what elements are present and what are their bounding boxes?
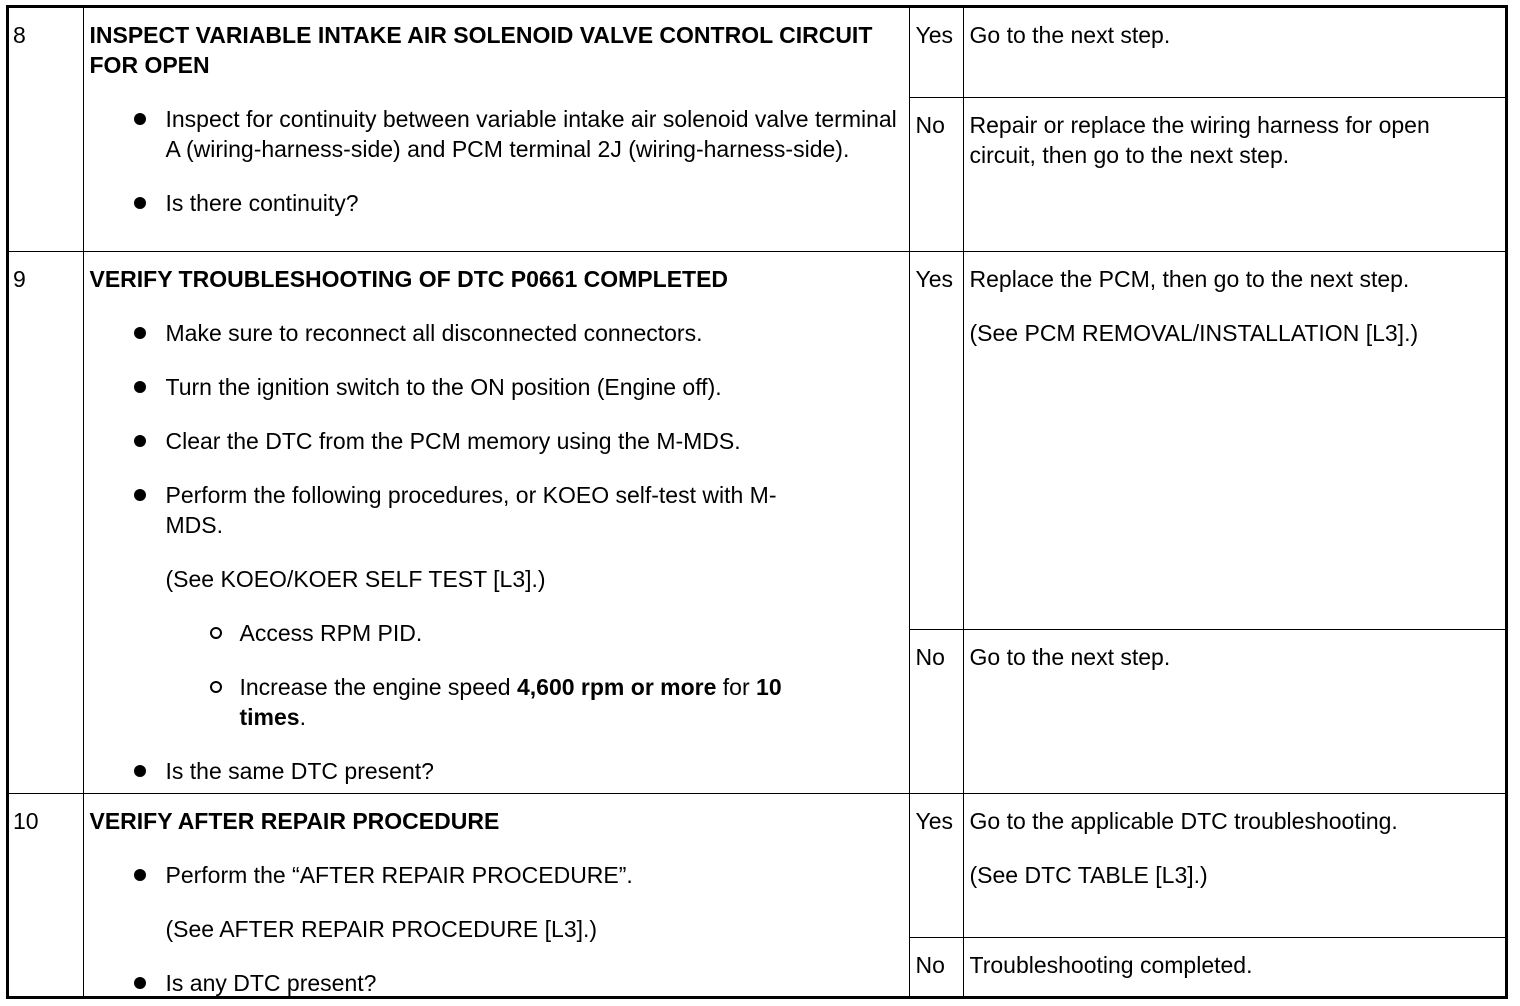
step-9-bullet-3: Clear the DTC from the PCM memory using the M-MDS. xyxy=(165,427,741,454)
step-9-sub-2 xyxy=(240,672,840,732)
step-9-yes-reference: (See PCM REMOVAL/INSTALLATION [L3].) xyxy=(969,319,1419,346)
step-9-bullet-1: Make sure to reconnect all disconnected connectors. xyxy=(165,319,703,346)
step-10-no-text: Troubleshooting completed. xyxy=(963,938,1505,998)
step-8-title: INSPECT VARIABLE INTAKE AIR SOLENOID VALVE CONTROL CIRCUIT FOR OPEN xyxy=(89,22,873,78)
step-8-no-label: No xyxy=(909,97,963,251)
troubleshooting-table-frame xyxy=(6,5,1508,999)
step-10-bullet-1: Perform the “AFTER REPAIR PROCEDURE”. xyxy=(165,861,633,888)
list-item xyxy=(90,968,903,998)
step-10-number: 10 xyxy=(9,793,83,998)
step-10-bullet-2: Is any DTC present? xyxy=(165,969,377,996)
step-10-yes-text: Go to the applicable DTC troubleshooting. xyxy=(969,807,1398,834)
list-item xyxy=(90,372,903,402)
step-10-action xyxy=(83,793,909,998)
bullet-icon xyxy=(134,489,146,501)
list-item xyxy=(90,618,903,648)
step-9-bullet-2: Turn the ignition switch to the ON position (Engine off). xyxy=(165,373,722,400)
step-9-bullet-5: Is the same DTC present? xyxy=(165,757,434,784)
step-9-action xyxy=(83,251,909,793)
step-9-no-label: No xyxy=(909,629,963,793)
sub-2-text: Increase the engine speed xyxy=(239,673,517,700)
step-9-no-text: Go to the next step. xyxy=(963,629,1505,793)
step-9-row-yes xyxy=(9,251,1505,629)
step-9-reference: (See KOEO/KOER SELF TEST [L3].) xyxy=(165,565,546,592)
step-10-bullets xyxy=(90,860,903,890)
step-9-title: VERIFY TROUBLESHOOTING OF DTC P0661 COMPLETED xyxy=(89,265,729,292)
step-10-yes-cell xyxy=(963,793,1505,938)
sub-bullet-icon xyxy=(210,681,222,693)
bullet-icon xyxy=(134,869,146,881)
list-item xyxy=(90,860,903,890)
troubleshooting-table xyxy=(9,8,1505,999)
list-item xyxy=(90,426,903,456)
sub-2-rpm: 4,600 rpm or more xyxy=(516,673,717,700)
step-9-sub-1: Access RPM PID. xyxy=(239,619,423,646)
step-10-title: VERIFY AFTER REPAIR PROCEDURE xyxy=(89,807,500,834)
sub-2-times: 10 times xyxy=(239,673,782,730)
list-item xyxy=(90,672,903,732)
step-10-bullets-end xyxy=(90,968,903,998)
step-8-yes-label: Yes xyxy=(909,8,963,97)
step-8-number: 8 xyxy=(9,8,83,251)
step-10-no-label: No xyxy=(909,938,963,998)
bullet-icon xyxy=(134,113,146,125)
step-8-action xyxy=(83,8,909,251)
step-9-subitems xyxy=(90,618,903,732)
sub-2-for: for xyxy=(716,673,757,700)
step-9-yes-cell xyxy=(963,251,1505,629)
bullet-icon xyxy=(134,977,146,989)
step-9-yes-label: Yes xyxy=(909,251,963,629)
list-item xyxy=(90,480,903,540)
list-item xyxy=(90,318,903,348)
step-9-number: 9 xyxy=(9,251,83,793)
step-8-bullets xyxy=(90,104,903,218)
bullet-icon xyxy=(134,435,146,447)
step-9-bullet-4: Perform the following procedures, or KOEO self-test with M-MDS. xyxy=(165,481,777,538)
step-9-yes-text: Replace the PCM, then go to the next step. xyxy=(969,265,1410,292)
bullet-icon xyxy=(134,327,146,339)
step-8-no-text: Repair or replace the wiring harness for open circuit, then go to the next step. xyxy=(963,97,1505,251)
step-8-bullet-1: Inspect for continuity between variable intake air solenoid valve terminal A (wiring-harness-side) and PCM terminal 2J (wiring-harness-side). xyxy=(165,106,897,162)
step-10-yes-reference: (See DTC TABLE [L3].) xyxy=(969,861,1208,888)
sub-bullet-icon xyxy=(210,627,222,639)
list-item xyxy=(90,756,903,786)
step-8-bullet-2: Is there continuity? xyxy=(165,190,359,216)
sub-2-period: . xyxy=(299,703,306,730)
list-item xyxy=(90,188,903,218)
step-9-bullets-end xyxy=(90,756,903,786)
bullet-icon xyxy=(134,765,146,777)
step-10-row-yes xyxy=(9,793,1505,938)
step-8-yes-text: Go to the next step. xyxy=(963,8,1505,97)
bullet-icon xyxy=(134,381,146,393)
bullet-icon xyxy=(134,197,146,209)
step-10-reference: (See AFTER REPAIR PROCEDURE [L3].) xyxy=(165,915,598,942)
step-9-bullets xyxy=(90,318,903,540)
step-10-yes-label: Yes xyxy=(909,793,963,938)
step-8-row-yes xyxy=(9,8,1505,97)
list-item xyxy=(90,104,903,164)
